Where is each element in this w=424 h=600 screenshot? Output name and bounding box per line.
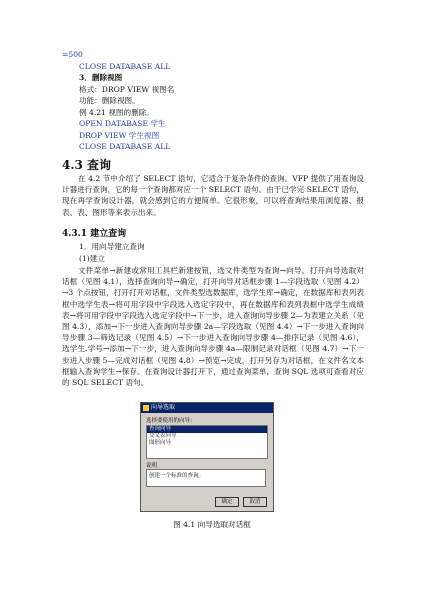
heading-drop-view: 3．删除视图 <box>79 73 123 82</box>
list-item[interactable]: 图形向导 <box>149 440 172 446</box>
list-item[interactable]: 交叉表向导 <box>149 433 177 439</box>
main-paragraph: 文件菜单→新建或常用工具栏新建按钮，选文件类型为查询→向导，打开向导选取对话框（见图 4.1），选择查询向导→确定，打开向导对话框步骤 1—字段选取（见图 4.2）→3 个点按钮，打开打开对话框，文件类型选数据库，选学生库→确定，在数据库和表列表框中选学生表→将可用字段中字段选入选定字段中，再在数据库和表列表框中选学生成绩表→将可用字段中字段选入选定字段中→下一步，进入查询向导步骤 2—为表建立关系（见图 4.3），添加→下一步进入查询向导步骤 2a—字段选取（见图 4.4）→下一步进入查询向导步骤 3—筛选记录（见图 4.5）→下一步进入查询向导步骤 4—排序记录（见图 4.6），选学生.学号→添加→下一步，进入查询向导步骤 4a—限制记录对话框（见图 4.7）→下一步进入步骤 5—完成对话框（见图 4.8）→预览→完成，打开另存为对话框，在文件名文本框输入查询学生→保存。在查询设计器打开下，通过查询菜单，查询 SQL 选项可查看对应的 SQL SELECT 语句。 <box>62 266 364 388</box>
wand-icon <box>143 405 149 411</box>
function-line: 功能：删除视图。 <box>79 96 140 105</box>
description-box: 创建一个标准的查询。 <box>146 469 266 487</box>
desc-label: 说明 <box>146 463 158 469</box>
section-title: 4.3 查询 <box>62 158 112 172</box>
code-line-3: OPEN DATABASE 学生 <box>79 119 166 128</box>
subsection-title: 4.3.1 建立查询 <box>62 229 127 239</box>
dialog-title: 向导选取 <box>151 404 176 411</box>
code-line-4: DROP VIEW 学生视图 <box>79 131 160 140</box>
wizard-list[interactable] <box>146 425 268 459</box>
example-line: 例 4.21 视图的删除。 <box>79 108 154 117</box>
list-item[interactable]: 查询向导 <box>147 426 267 433</box>
format-line: 格式：DROP VIEW 视图名 <box>79 85 175 94</box>
dialog-titlebar <box>141 403 273 413</box>
ok-button[interactable]: 确定 <box>215 497 239 507</box>
code-line-5: CLOSE DATABASE ALL <box>79 142 171 151</box>
code-line-2: CLOSE DATABASE ALL <box>79 62 171 71</box>
wizard-select-dialog <box>140 402 274 512</box>
code-line-1: =500 <box>62 50 83 59</box>
item-1-title: 1．用向导建立查询 <box>79 242 145 251</box>
list-label: 选择要使用的向导： <box>146 418 196 424</box>
section-paragraph: 在 4.2 节中介绍了 SELECT 语句，它适合于复杂条件的查询。VFP 提供了用查询设计器进行查询，它的每一个查询都对应一个 SELECT 语句。由于已学完 SELECT 语句，现在再学查询设计器，就会感到它的方便简单。它很形象，可以将查询结果用浏览器、报表、表、图形等来表示出来。 <box>62 174 364 217</box>
figure-caption: 图 4.1 向导选取对话框 <box>173 520 251 529</box>
cancel-button[interactable]: 取消 <box>243 497 267 507</box>
item-1-sub: (1)建立 <box>79 254 105 263</box>
